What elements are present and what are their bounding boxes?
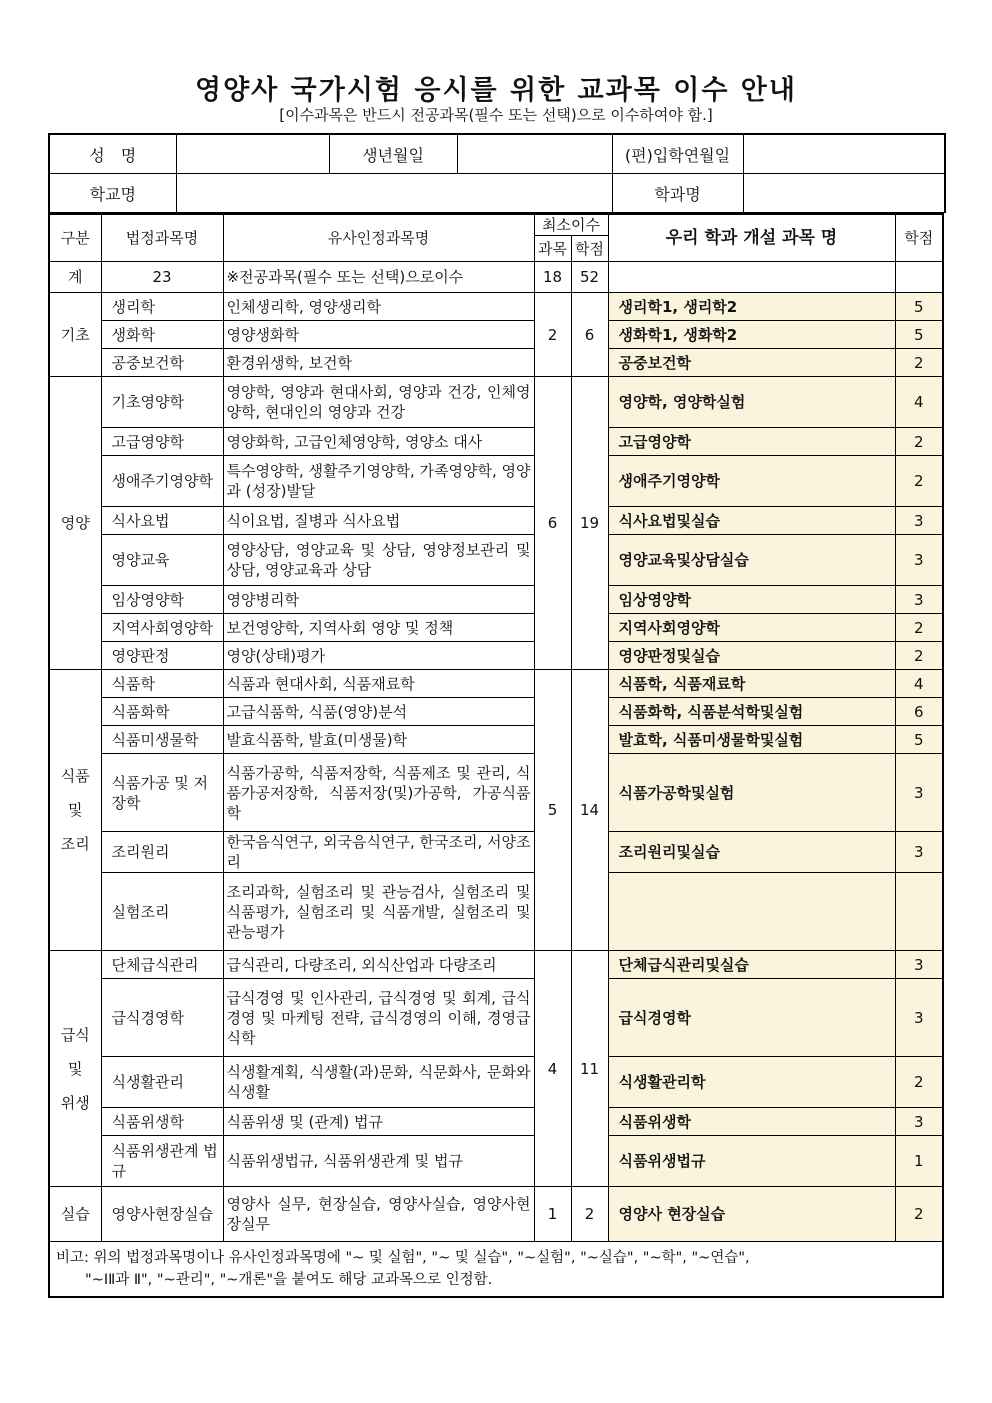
our-course: 지역사회영양학 [608,614,895,642]
our-credit: 2 [895,642,943,670]
our-credit: 3 [895,535,943,586]
note-row [49,1242,943,1298]
legal-course: 식품미생물학 [101,726,223,754]
our-course: 식품위생학 [608,1108,895,1136]
total-label: 계 [49,262,101,293]
legal-course: 식품가공 및 저장학 [101,754,223,832]
table-row [49,832,943,873]
page-subtitle: [이수과목은 반드시 전공과목(필수 또는 선택)으로 이수하여야 함.] [279,106,713,124]
table-row [49,698,943,726]
our-credit: 2 [895,1187,943,1242]
category-cell: 식품 및 조리 [49,670,101,951]
school-label: 학교명 [49,174,176,213]
similar-courses: 영양병리학 [223,586,534,614]
our-credit: 2 [895,614,943,642]
similar-courses: 한국음식연구, 외국음식연구, 한국조리, 서양조리 [223,832,534,873]
legal-course: 영양교육 [101,535,223,586]
similar-courses: 인체생리학, 영양생리학 [223,293,534,321]
table-row [49,1136,943,1187]
min-courses: 4 [534,951,571,1187]
table-row [49,614,943,642]
name-label: 성 명 [49,134,176,174]
our-credit: 4 [895,377,943,428]
legal-course: 생화학 [101,321,223,349]
our-course: 영양교육및상담실습 [608,535,895,586]
our-credit [895,873,943,951]
course-table [48,213,944,1298]
legal-course: 영양사현장실습 [101,1187,223,1242]
table-row [49,349,943,377]
table-row [49,428,943,456]
our-credit: 5 [895,726,943,754]
header-category: 구분 [49,214,101,262]
our-credit: 3 [895,754,943,832]
min-courses: 6 [534,377,571,670]
our-credit: 2 [895,1057,943,1108]
min-credits: 2 [571,1187,608,1242]
our-credit: 2 [895,349,943,377]
table-row [49,456,943,507]
legal-course: 식생활관리 [101,1057,223,1108]
similar-courses: 식품위생 및 (관계) 법규 [223,1108,534,1136]
legal-course: 영양판정 [101,642,223,670]
min-credits: 14 [571,670,608,951]
our-course: 공중보건학 [608,349,895,377]
table-row [49,1057,943,1108]
our-course: 고급영양학 [608,428,895,456]
our-credit: 3 [895,1108,943,1136]
similar-courses: 고급식품학, 식품(영양)분석 [223,698,534,726]
category-cell: 기초 [49,293,101,377]
legal-course: 임상영양학 [101,586,223,614]
our-course: 급식경영학 [608,979,895,1057]
min-courses: 5 [534,670,571,951]
our-course: 식품가공학및실험 [608,754,895,832]
total-note: ※전공과목(필수 또는 선택)으로이수 [223,262,534,293]
similar-courses: 특수영양학, 생활주기영양학, 가족영양학, 영양과 (성장)발달 [223,456,534,507]
category-cell: 영양 [49,377,101,670]
legal-course: 지역사회영양학 [101,614,223,642]
total-credits: 52 [571,262,608,293]
our-credit: 3 [895,586,943,614]
our-course [608,873,895,951]
similar-courses: 영양사 실무, 현장실습, 영양사실습, 영양사현장실무 [223,1187,534,1242]
total-courses: 18 [534,262,571,293]
note-text: 비고: 위의 법정과목명이나 유사인정과목명에 "~ 및 실험", "~ 및 실습", "~실험", "~실습", "~학", "~연습", "~ⅠⅡ과 Ⅱ", "~관리", "~개론"을 붙여도 해당 교과목으로 인정함. [49,1242,943,1298]
legal-course: 고급영양학 [101,428,223,456]
our-credit: 3 [895,951,943,979]
name-field[interactable] [176,134,329,174]
our-course: 영양사 현장실습 [608,1187,895,1242]
header-min: 최소이수 [534,214,608,236]
similar-courses: 식품가공학, 식품저장학, 식품제조 및 관리, 식품가공저장학, 식품저장(및)가공학, 가공식품학 [223,754,534,832]
our-course: 식사요법및실습 [608,507,895,535]
min-credits: 6 [571,293,608,377]
legal-course: 기초영양학 [101,377,223,428]
legal-course: 식품학 [101,670,223,698]
similar-courses: 발효식품학, 발효(미생물)학 [223,726,534,754]
school-field[interactable] [176,174,612,213]
our-credit: 1 [895,1136,943,1187]
table-row [49,293,943,321]
our-course: 생애주기영양학 [608,456,895,507]
similar-courses: 식품위생법규, 식품위생관계 및 법규 [223,1136,534,1187]
admission-label: (편)입학연월일 [612,134,743,174]
similar-courses: 보건영양학, 지역사회 영양 및 정책 [223,614,534,642]
similar-courses: 조리과학, 실험조리 및 관능검사, 실험조리 및 식품평가, 실험조리 및 식품개발, 실험조리 및 관능평가 [223,873,534,951]
our-course: 생화학1, 생화학2 [608,321,895,349]
similar-courses: 영양화학, 고급인체영양학, 영양소 대사 [223,428,534,456]
our-course: 식품화학, 식품분석학및실험 [608,698,895,726]
header-legal: 법정과목명 [101,214,223,262]
birth-field[interactable] [457,134,612,174]
total-credit-empty [895,262,943,293]
our-course: 영양학, 영양학실험 [608,377,895,428]
table-row [49,1108,943,1136]
table-row [49,642,943,670]
our-credit: 2 [895,428,943,456]
table-row [49,873,943,951]
legal-course: 식품화학 [101,698,223,726]
total-count: 23 [101,262,223,293]
our-credit: 3 [895,979,943,1057]
header-min-credits: 학점 [571,236,608,262]
similar-courses: 환경위생학, 보건학 [223,349,534,377]
legal-course: 생리학 [101,293,223,321]
our-course: 생리학1, 생리학2 [608,293,895,321]
our-course: 식품학, 식품재료학 [608,670,895,698]
our-credit: 3 [895,507,943,535]
our-credit: 6 [895,698,943,726]
similar-courses: 식생활계획, 식생활(과)문화, 식문화사, 문화와 식생활 [223,1057,534,1108]
legal-course: 공중보건학 [101,349,223,377]
admission-field[interactable] [743,134,945,174]
table-row [49,979,943,1057]
our-credit: 5 [895,321,943,349]
our-course: 단체급식관리및실습 [608,951,895,979]
header-row [49,214,943,236]
our-credit: 3 [895,832,943,873]
similar-courses: 식이요법, 질병과 식사요법 [223,507,534,535]
applicant-info-table [48,133,946,213]
table-row [49,1187,943,1242]
category-cell: 급식 및 위생 [49,951,101,1187]
table-row [49,754,943,832]
header-credits: 학점 [895,214,943,262]
our-course: 식품위생법규 [608,1136,895,1187]
header-similar: 유사인정과목명 [223,214,534,262]
table-row [49,951,943,979]
total-row [49,262,943,293]
birth-label: 생년월일 [329,134,457,174]
table-row [49,321,943,349]
legal-course: 생애주기영양학 [101,456,223,507]
our-course: 발효학, 식품미생물학및실험 [608,726,895,754]
legal-course: 식품위생관계 법규 [101,1136,223,1187]
table-row [49,507,943,535]
page-title: 영양사 국가시험 응시를 위한 교과목 이수 안내 [195,75,797,106]
similar-courses: 급식관리, 다량조리, 외식산업과 다량조리 [223,951,534,979]
our-credit: 2 [895,456,943,507]
table-row [49,377,943,428]
min-credits: 11 [571,951,608,1187]
similar-courses: 영양학, 영양과 현대사회, 영양과 건강, 인체영양학, 현대인의 영양과 건강 [223,377,534,428]
dept-field[interactable] [743,174,945,213]
table-row [49,670,943,698]
min-credits: 19 [571,377,608,670]
our-credit: 5 [895,293,943,321]
min-courses: 2 [534,293,571,377]
legal-course: 급식경영학 [101,979,223,1057]
total-ours [608,262,895,293]
table-row [49,726,943,754]
table-row [49,586,943,614]
our-course: 임상영양학 [608,586,895,614]
similar-courses: 급식경영 및 인사관리, 급식경영 및 회계, 급식경영 및 마케팅 전략, 급식경영의 이해, 경영급식학 [223,979,534,1057]
legal-course: 실험조리 [101,873,223,951]
legal-course: 식품위생학 [101,1108,223,1136]
category-cell: 실습 [49,1187,101,1242]
similar-courses: 영양상담, 영양교육 및 상담, 영양정보관리 및 상담, 영양교육과 상담 [223,535,534,586]
legal-course: 조리원리 [101,832,223,873]
similar-courses: 식품과 현대사회, 식품재료학 [223,670,534,698]
our-course: 식생활관리학 [608,1057,895,1108]
table-row [49,535,943,586]
similar-courses: 영양(상태)평가 [223,642,534,670]
legal-course: 단체급식관리 [101,951,223,979]
our-course: 영양판정및실습 [608,642,895,670]
legal-course: 식사요법 [101,507,223,535]
our-credit: 4 [895,670,943,698]
our-course: 조리원리및실습 [608,832,895,873]
similar-courses: 영양생화학 [223,321,534,349]
header-min-courses: 과목 [534,236,571,262]
min-courses: 1 [534,1187,571,1242]
dept-label: 학과명 [612,174,743,213]
header-ours: 우리 학과 개설 과목 명 [608,214,895,262]
